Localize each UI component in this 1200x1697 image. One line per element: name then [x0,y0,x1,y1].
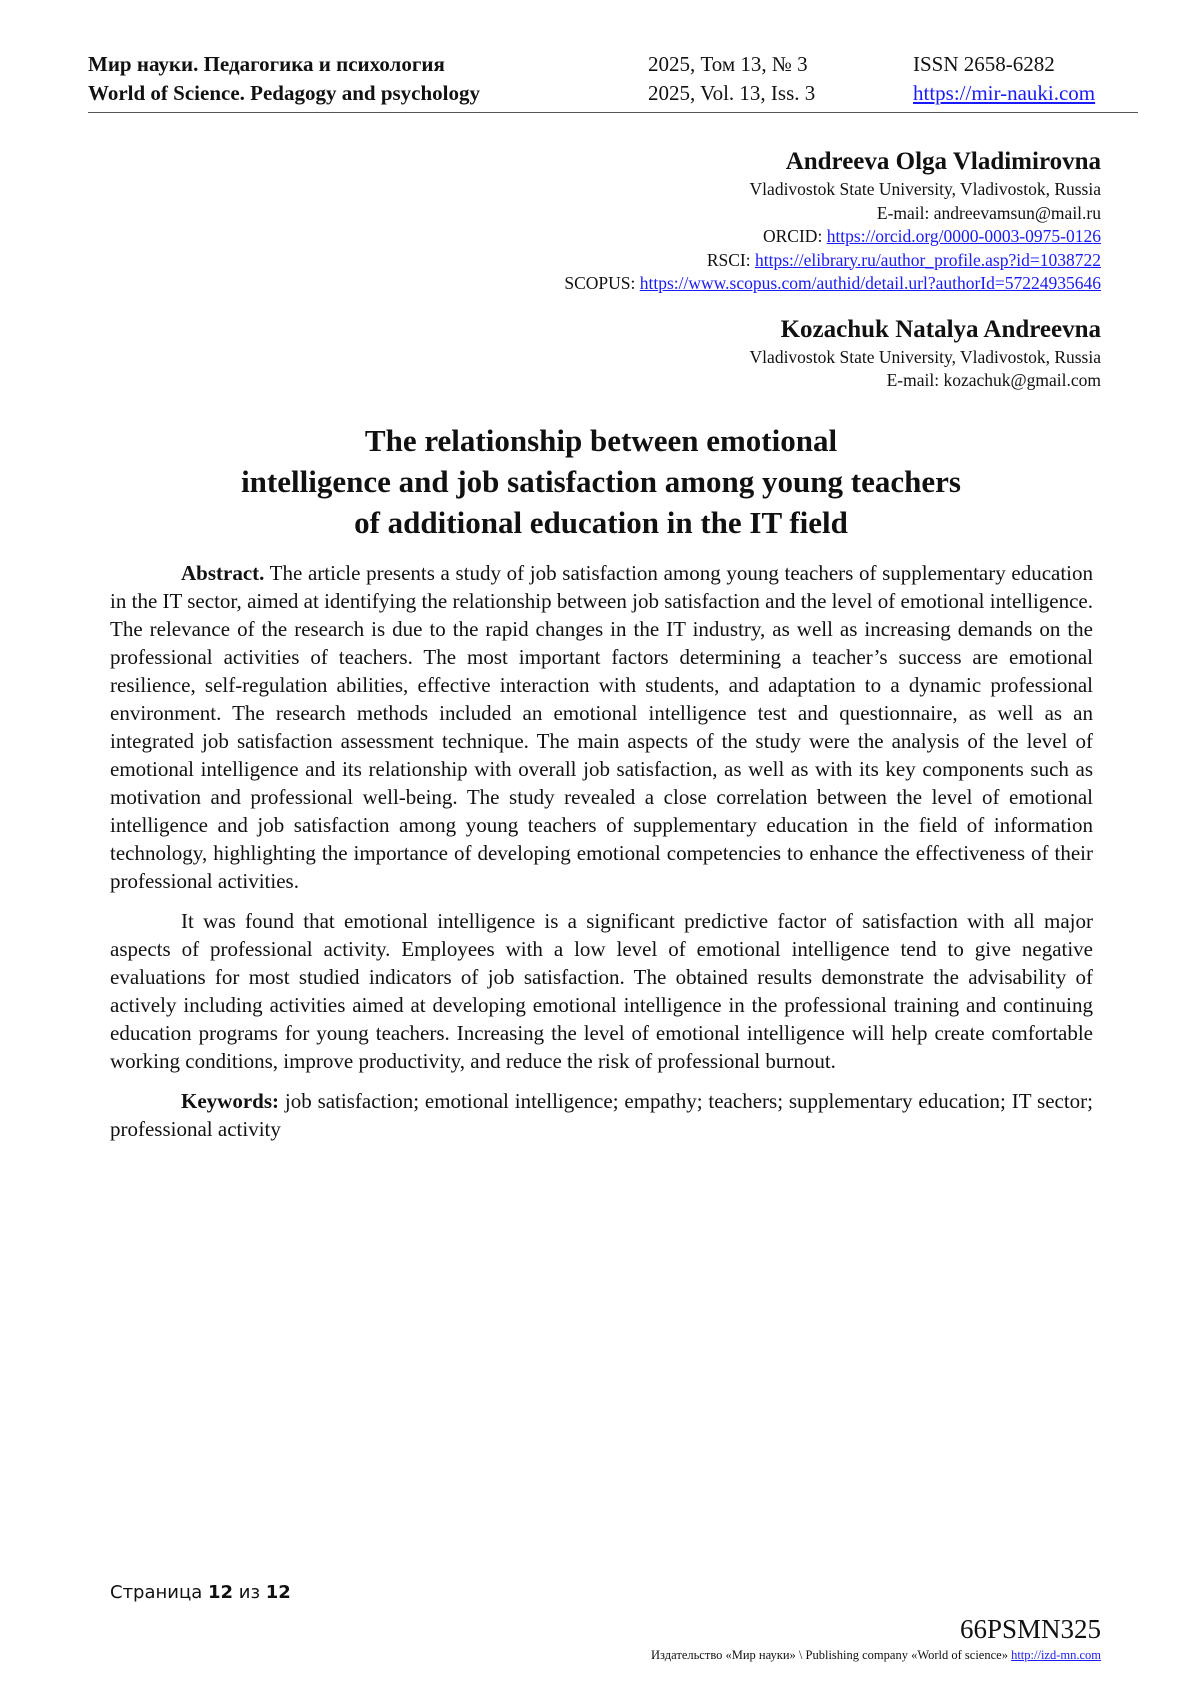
journal-name-block [88,50,480,108]
title-line-1: The relationship between emotional [364,423,838,458]
journal-name-en: World of Science. Pedagogy and psychology [88,81,481,105]
scopus-link[interactable]: https://www.scopus.com/authid/detail.url?authorId=57224935646 [639,273,1101,293]
orcid-label: ORCID: [763,226,827,246]
abstract-text: The article presents a study of job satisfaction among young teachers of supplementary education in the IT sector, aimed at identifying the relationship between job satisfaction and the level of emotional intelligence. The relevance of the research is due to the rapid changes in the IT industry, as well as increasing demands on the professional activities of teachers. The most important factors determining a teacher’s success are emotional resilience, self-regulation abilities, effective interaction with students, and adaptation to a dynamic professional environment. The research methods included an emotional intelligence test and questionnaire, as well as an integrated job satisfaction assessment technique. The main aspects of the study were the analysis of the level of emotional intelligence and its relationship with overall job satisfaction, as well as with its key components such as motivation and professional well-being. The study revealed a close correlation between the level of emotional intelligence and job satisfaction among young teachers of supplementary education in the field of information technology, highlighting the importance of developing emotional competencies to enhance the effectiveness of their professional activities. [110,561,1093,893]
keywords-label: Keywords: [181,1089,279,1113]
rsci-link[interactable]: https://elibrary.ru/author_profile.asp?id=1038722 [754,249,1101,270]
author-1-orcid [381,225,1101,249]
page-number [110,1582,291,1603]
title-line-2: intelligence and job satisfaction among young teachers [241,464,961,499]
scopus-label: SCOPUS: [564,273,640,293]
author-2-affiliation: Vladivostok State University, Vladivostok, Russia [749,346,1101,367]
author-2 [381,314,1101,393]
abstract-paragraph-2: It was found that emotional intelligence is a significant predictive factor of satisfaction with all major aspects of professional activity. Employees with a low level of emotional intelligence tend to give negative evaluations for most studied indicators of job satisfaction. The obtained results demonstrate the advisability of actively including activities aimed at developing emotional intelligence in the professional training and continuing education programs for young teachers. Increasing the level of emotional intelligence will help create comfortable working conditions, improve productivity, and reduce the risk of professional burnout. [110,909,1093,1073]
page-prefix: Страница [110,1582,208,1603]
journal-header [88,50,1138,113]
journal-name-ru: Мир науки. Педагогика и психология [88,52,445,76]
article-title [110,420,1092,543]
orcid-link[interactable]: https://orcid.org/0000-0003-0975-0126 [826,226,1101,246]
author-1-rsci [381,249,1101,273]
author-1-scopus [381,272,1101,296]
page-total: 12 [265,1582,291,1603]
issue-info-block [648,50,815,108]
authors-block [381,146,1101,409]
publisher-link[interactable]: http://izd-mn.com [1011,1648,1101,1662]
abstract-label: Abstract. [181,561,265,585]
author-1-email: E-mail: andreevamsun@mail.ru [876,202,1101,223]
page-current: 12 [207,1582,234,1603]
publisher-text: Издательство «Мир науки» \ Publishing company «World of science» [651,1648,1012,1662]
keywords-text: job satisfaction; emotional intelligence; empathy; teachers; supplementary education; IT sector; professional activity [110,1089,1093,1141]
article-body [110,559,1093,1155]
author-1-name: Andreeva Olga Vladimirovna [785,148,1101,175]
issn: ISSN 2658-6282 [913,52,1055,76]
author-1-affiliation: Vladivostok State University, Vladivostok, Russia [749,179,1101,199]
publisher-line [651,1648,1101,1663]
article-code: 66PSMN325 [959,1614,1101,1644]
abstract-paragraph [110,559,1093,895]
journal-site-link[interactable]: https://mir-nauki.com [913,81,1096,105]
author-2-email: E-mail: kozachuk@gmail.com [886,370,1101,390]
page-of: из [233,1582,266,1603]
title-line-3: of additional education in the IT field [354,505,848,540]
rsci-label: RSCI: [706,249,755,270]
author-1 [381,146,1101,296]
issue-en: 2025, Vol. 13, Iss. 3 [648,81,816,105]
keywords-paragraph [110,1087,1093,1143]
issn-block [913,50,1095,108]
author-2-name: Kozachuk Natalya Andreevna [780,315,1101,343]
issue-ru: 2025, Том 13, № 3 [648,52,808,76]
